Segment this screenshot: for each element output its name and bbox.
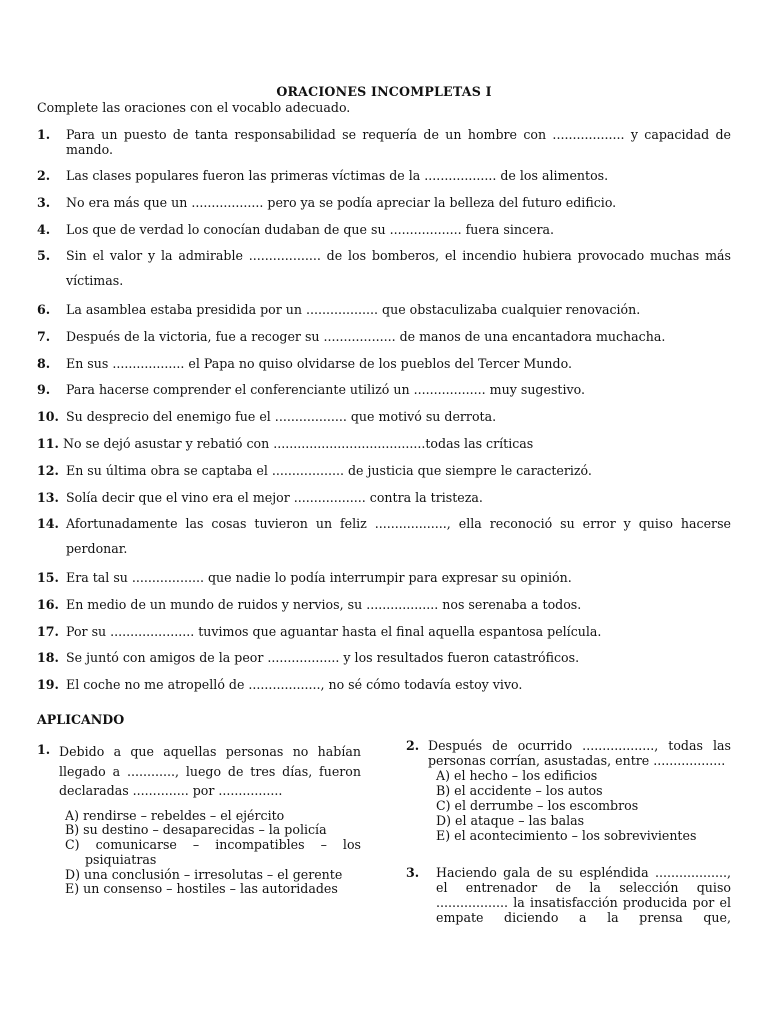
question-number: 19.	[37, 677, 59, 693]
question-item	[37, 677, 731, 704]
question-text-cont: víctimas.	[66, 273, 124, 289]
question-item	[37, 490, 731, 517]
question-item	[37, 463, 731, 490]
question-text: Afortunadamente las cosas tuvieron un feliz .................., ella reconoció su error y quiso hacerse	[66, 516, 731, 532]
option-e: E) el acontecimiento – los sobrevivientes	[436, 828, 697, 843]
question-text: La asamblea estaba presidida por un .................. que obstaculizaba cualquier renovación.	[66, 301, 641, 317]
question-item	[37, 436, 731, 463]
question-number: 1.	[37, 742, 51, 757]
question-number: 1.	[37, 127, 51, 142]
option-e: E) un consenso – hostiles – las autoridades	[65, 881, 338, 897]
question-item	[37, 222, 731, 249]
question-number: 9.	[37, 382, 51, 398]
option-b: B) el accidente – los autos	[436, 783, 603, 798]
apply-question-3	[406, 865, 731, 925]
question-item	[37, 248, 731, 302]
question-number: 17.	[37, 623, 59, 639]
apply-question-2	[406, 738, 731, 925]
question-number: 2.	[406, 738, 420, 753]
document-page	[37, 84, 731, 704]
question-item	[37, 570, 731, 597]
question-number: 8.	[37, 355, 51, 371]
section-title: APLICANDO	[37, 712, 125, 727]
question-number: 3.	[37, 194, 51, 210]
question-number: 6.	[37, 301, 51, 317]
question-text: Era tal su .................. que nadie lo podía interrumpir para expresar su opinión.	[66, 569, 572, 585]
question-item	[37, 356, 731, 383]
option-a: A) rendirse – rebeldes – el ejército	[65, 807, 285, 823]
question-number: 13.	[37, 489, 59, 505]
question-text-cont: perdonar.	[66, 541, 128, 557]
question-text: En medio de un mundo de ruidos y nervios, su .................. nos serenaba a todos.	[66, 596, 582, 612]
option-c: C) el derrumbe – los escombros	[436, 798, 639, 813]
option-a: A) el hecho – los edificios	[436, 768, 598, 783]
question-item	[37, 195, 731, 222]
question-number: 5.	[37, 248, 51, 264]
question-text: Después de la victoria, fue a recoger su .................. de manos de una encantadora muchacha.	[66, 328, 666, 344]
question-number: 12.	[37, 462, 59, 478]
question-number: 10.	[37, 409, 59, 425]
question-number: 15.	[37, 569, 59, 585]
question-item	[37, 127, 731, 168]
options-list	[65, 809, 361, 898]
question-text: Solía decir que el vino era el mejor .................. contra la tristeza.	[66, 489, 483, 505]
question-number: 7.	[37, 328, 51, 344]
question-text: Haciendo gala de su espléndida .................., el entrenador de la selección quiso .................. la insatisfacción producida por el empate diciendo a la prensa que,	[436, 865, 731, 925]
question-item	[37, 409, 731, 436]
instructions: Complete las oraciones con el vocablo adecuado.	[37, 100, 351, 115]
question-list	[37, 127, 731, 704]
question-text: En su última obra se captaba el .................. de justicia que siempre le caracterizó.	[66, 462, 592, 478]
option-c-cont: psiquiatras	[85, 851, 157, 867]
question-text: Por su ..................... tuvimos que aguantar hasta el final aquella espantosa película.	[66, 623, 602, 639]
question-number: 16.	[37, 596, 59, 612]
question-item	[37, 382, 731, 409]
question-text: No se dejó asustar y rebatió con ......................................todas las críticas	[63, 435, 534, 451]
applying-section	[37, 712, 731, 925]
question-item	[37, 329, 731, 356]
options-list	[436, 768, 731, 843]
question-item	[37, 624, 731, 651]
question-number: 3.	[406, 865, 420, 880]
question-text: Los que de verdad lo conocían dudaban de que su .................. fuera sincera.	[66, 221, 555, 237]
question-text: El coche no me atropelló de .................., no sé cómo todavía estoy vivo.	[66, 677, 523, 693]
option-b: B) su destino – desaparecidas – la policía	[65, 822, 327, 838]
question-text: Se juntó con amigos de la peor .................. y los resultados fueron catastróficos.	[66, 650, 580, 666]
option-d: D) el ataque – las balas	[436, 813, 585, 828]
question-text: En sus .................. el Papa no quiso olvidarse de los pueblos del Tercer Mundo.	[66, 355, 572, 371]
question-number: 18.	[37, 650, 59, 666]
question-number: 4.	[37, 221, 51, 237]
question-text: Para un puesto de tanta responsabilidad se requería de un hombre con .................. y capacidad de mando.	[66, 127, 731, 157]
question-number: 14.	[37, 516, 59, 532]
question-text: Después de ocurrido .................., todas las personas corrían, asustadas, entre ..................	[428, 738, 731, 768]
page-title: ORACIONES INCOMPLETAS I	[276, 84, 492, 99]
question-text: Su desprecio del enemigo fue el .................. que motivó su derrota.	[66, 409, 497, 425]
question-text: Las clases populares fueron las primeras víctimas de la .................. de los alimentos.	[66, 168, 609, 183]
question-item	[37, 516, 731, 570]
question-number: 2.	[37, 168, 51, 183]
question-item	[37, 302, 731, 329]
question-number: 11.	[37, 435, 59, 451]
question-item	[37, 597, 731, 624]
question-item	[37, 650, 731, 677]
question-text: Para hacerse comprender el conferenciante utilizó un .................. muy sugestivo.	[66, 382, 585, 398]
question-text: Sin el valor y la admirable .................. de los bomberos, el incendio hubiera provocado muchas más	[66, 248, 731, 264]
question-text: No era más que un .................. pero ya se podía apreciar la belleza del futuro edificio.	[66, 194, 617, 210]
apply-question-1	[37, 742, 361, 897]
option-c: C) comunicarse – incompatibles – los	[65, 837, 361, 853]
option-d: D) una conclusión – irresolutas – el gerente	[65, 866, 343, 882]
question-text: Debido a que aquellas personas no habían llegado a ............, luego de tres días, fueron declaradas .............. por ................	[59, 744, 361, 798]
question-item	[37, 168, 731, 195]
